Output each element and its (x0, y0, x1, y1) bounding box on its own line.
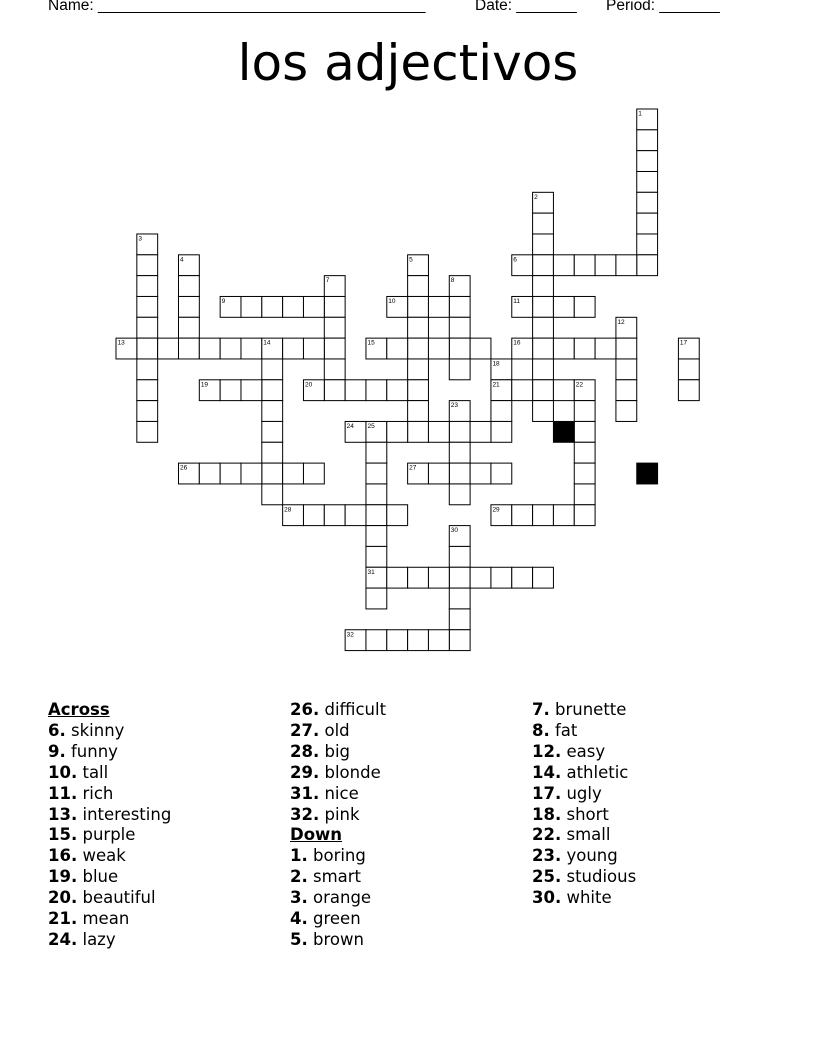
grid-cell[interactable] (553, 505, 574, 526)
grid-cell[interactable] (616, 401, 637, 422)
grid-cell[interactable] (512, 505, 533, 526)
clue-number-label: 32. (290, 804, 320, 824)
grid-cell[interactable] (449, 484, 470, 505)
grid-cell[interactable] (470, 338, 491, 359)
grid-cell[interactable] (387, 380, 408, 401)
grid-cell[interactable] (574, 484, 595, 505)
clue-text: lazy (77, 929, 116, 949)
grid-cell[interactable] (324, 338, 345, 359)
grid-cell[interactable] (637, 255, 658, 276)
grid-cell[interactable] (470, 463, 491, 484)
grid-cell[interactable] (533, 359, 554, 380)
grid-cell[interactable] (553, 380, 574, 401)
grid-cell[interactable] (283, 463, 304, 484)
clue-text: interesting (77, 804, 172, 824)
across-clue-29 (290, 763, 386, 784)
across-clue-9 (48, 742, 171, 763)
clue-number-22: 22 (575, 381, 583, 389)
grid-cell[interactable] (241, 338, 262, 359)
clue-number-label: 12. (532, 741, 562, 761)
clue-text: big (319, 741, 351, 761)
grid-cell[interactable] (387, 421, 408, 442)
grid-cell[interactable] (408, 296, 429, 317)
grid-cell[interactable] (616, 255, 637, 276)
grid-cell[interactable] (491, 401, 512, 422)
grid-cell[interactable] (303, 505, 324, 526)
clue-text: tall (77, 762, 109, 782)
clue-number-32: 32 (346, 631, 354, 639)
grid-cell[interactable] (199, 463, 220, 484)
clue-number-label: 3. (290, 888, 308, 908)
clue-text: small (561, 825, 611, 845)
clue-text: orange (307, 888, 372, 908)
clue-text: old (319, 720, 350, 740)
grid-cell[interactable] (533, 255, 554, 276)
clues-column-1 (48, 700, 171, 951)
grid-cell[interactable] (512, 567, 533, 588)
grid-cell[interactable] (262, 380, 283, 401)
grid-cell[interactable] (574, 421, 595, 442)
clue-text: skinny (65, 720, 125, 740)
grid-cell[interactable] (533, 338, 554, 359)
grid-cell[interactable] (303, 338, 324, 359)
clue-number-1: 1 (638, 110, 642, 118)
grid-cell[interactable] (678, 359, 699, 380)
grid-cell[interactable] (637, 171, 658, 192)
grid-cell[interactable] (533, 276, 554, 297)
grid-cell[interactable] (199, 338, 220, 359)
grid-cell[interactable] (574, 296, 595, 317)
clue-text: weak (77, 846, 126, 866)
grid-cell[interactable] (303, 463, 324, 484)
grid-cell[interactable] (533, 234, 554, 255)
grid-cell[interactable] (533, 296, 554, 317)
grid-cell[interactable] (262, 359, 283, 380)
clue-text: young (561, 846, 618, 866)
down-clue-17 (532, 784, 636, 805)
grid-cell[interactable] (428, 567, 449, 588)
grid-cell[interactable] (408, 317, 429, 338)
clue-number-24: 24 (346, 422, 354, 430)
grid-cell[interactable] (366, 526, 387, 547)
grid-cell[interactable] (220, 380, 241, 401)
grid-cell[interactable] (637, 234, 658, 255)
clue-number-label: 25. (532, 867, 562, 887)
clues-column-3 (532, 700, 636, 909)
grid-cell[interactable] (428, 463, 449, 484)
across-clue-6 (48, 721, 171, 742)
grid-cell[interactable] (470, 567, 491, 588)
across-clue-26 (290, 700, 386, 721)
grid-cell[interactable] (262, 296, 283, 317)
period-field[interactable]: Period: _______ (606, 0, 720, 14)
page-title: los adjectivos (237, 34, 579, 92)
clue-number-label: 6. (48, 720, 66, 740)
grid-cell[interactable] (366, 630, 387, 651)
clue-number-label: 8. (532, 720, 550, 740)
grid-cell[interactable] (428, 630, 449, 651)
grid-cell[interactable] (241, 463, 262, 484)
grid-cell[interactable] (678, 380, 699, 401)
across-clue-19 (48, 867, 171, 888)
clue-number-23: 23 (450, 402, 459, 410)
clue-number-28: 28 (284, 506, 292, 514)
grid-cell[interactable] (387, 630, 408, 651)
clue-text: pink (319, 804, 360, 824)
grid-cell[interactable] (408, 380, 429, 401)
grid-cell[interactable] (449, 359, 470, 380)
clue-text: blonde (319, 762, 381, 782)
clue-number-9: 9 (221, 297, 226, 305)
grid-cell[interactable] (324, 296, 345, 317)
clue-number-label: 13. (48, 804, 78, 824)
grid-cell[interactable] (449, 588, 470, 609)
grid-cell[interactable] (345, 380, 366, 401)
clue-number-label: 18. (532, 804, 562, 824)
down-clue-25 (532, 867, 636, 888)
down-clue-2 (290, 867, 386, 888)
grid-cell[interactable] (553, 255, 574, 276)
clue-text: short (561, 804, 609, 824)
grid-cell[interactable] (220, 463, 241, 484)
grid-cell[interactable] (637, 213, 658, 234)
clue-number-13: 13 (117, 339, 125, 347)
grid-cell[interactable] (533, 380, 554, 401)
down-clue-1 (290, 846, 386, 867)
grid-cell[interactable] (408, 421, 429, 442)
clue-text: boring (307, 846, 366, 866)
grid-cell[interactable] (491, 463, 512, 484)
across-clue-10 (48, 763, 171, 784)
black-square (637, 463, 658, 484)
clue-text: funny (65, 741, 118, 761)
clue-number-label: 23. (532, 846, 562, 866)
grid-cell[interactable] (408, 567, 429, 588)
grid-cell[interactable] (366, 442, 387, 463)
down-clue-18 (532, 805, 636, 826)
clue-text: white (561, 888, 612, 908)
grid-cell[interactable] (616, 359, 637, 380)
grid-cell[interactable] (533, 401, 554, 422)
grid-cell[interactable] (137, 359, 158, 380)
grid-cell[interactable] (366, 380, 387, 401)
grid-cell[interactable] (178, 296, 199, 317)
grid-cell[interactable] (616, 338, 637, 359)
grid-cell[interactable] (449, 630, 470, 651)
clue-text: nice (319, 783, 359, 803)
grid-cell[interactable] (345, 505, 366, 526)
across-clue-24 (48, 930, 171, 951)
clue-number-label: 16. (48, 846, 78, 866)
grid-cell[interactable] (241, 380, 262, 401)
clue-number-15: 15 (367, 339, 375, 347)
across-clue-11 (48, 784, 171, 805)
grid-cell[interactable] (595, 255, 616, 276)
clue-number-label: 11. (48, 783, 78, 803)
down-clue-3 (290, 888, 386, 909)
down-clue-22 (532, 825, 636, 846)
grid-cell[interactable] (283, 338, 304, 359)
grid-cell[interactable] (408, 401, 429, 422)
clue-text: studious (561, 867, 637, 887)
grid-cell[interactable] (553, 296, 574, 317)
grid-cell[interactable] (637, 151, 658, 172)
clue-number-25: 25 (367, 422, 375, 430)
clue-number-5: 5 (409, 256, 413, 264)
clue-text: brown (307, 929, 364, 949)
clue-number-21: 21 (492, 381, 500, 389)
grid-cell[interactable] (137, 401, 158, 422)
clue-number-label: 2. (290, 867, 308, 887)
grid-cell[interactable] (366, 546, 387, 567)
across-clue-31 (290, 784, 386, 805)
clue-number-7: 7 (325, 277, 330, 285)
grid-cell[interactable] (283, 296, 304, 317)
grid-cell[interactable] (574, 442, 595, 463)
grid-cell[interactable] (137, 296, 158, 317)
clue-number-6: 6 (513, 256, 517, 264)
clue-number-label: 5. (290, 929, 308, 949)
grid-cell[interactable] (533, 213, 554, 234)
clue-number-12: 12 (617, 318, 625, 326)
clue-number-2: 2 (534, 193, 538, 201)
grid-cell[interactable] (178, 338, 199, 359)
clue-text: mean (77, 909, 130, 929)
grid-cell[interactable] (262, 442, 283, 463)
grid-cell[interactable] (262, 463, 283, 484)
clue-number-label: 1. (290, 846, 308, 866)
grid-cell[interactable] (220, 338, 241, 359)
grid-cell[interactable] (387, 505, 408, 526)
grid-cell[interactable] (574, 505, 595, 526)
clue-number-29: 29 (492, 506, 500, 514)
grid-cell[interactable] (137, 421, 158, 442)
grid-cell[interactable] (408, 359, 429, 380)
grid-cell[interactable] (387, 338, 408, 359)
grid-cell[interactable] (324, 359, 345, 380)
grid-cell[interactable] (408, 630, 429, 651)
grid-cell[interactable] (178, 276, 199, 297)
down-clue-8 (532, 721, 636, 742)
clue-number-label: 9. (48, 741, 66, 761)
clue-number-label: 15. (48, 825, 78, 845)
clue-number-26: 26 (179, 464, 188, 472)
clue-number-27: 27 (409, 464, 417, 472)
across-heading: Across (48, 700, 110, 719)
grid-cell[interactable] (449, 296, 470, 317)
grid-cell[interactable] (616, 380, 637, 401)
clue-number-30: 30 (450, 527, 459, 535)
clue-number-20: 20 (304, 381, 313, 389)
grid-cell[interactable] (137, 276, 158, 297)
clue-number-31: 31 (367, 568, 375, 576)
down-clue-23 (532, 846, 636, 867)
name-field[interactable]: Name: ______________________________________ (48, 0, 426, 14)
grid-cell[interactable] (574, 338, 595, 359)
date-field[interactable]: Date: _______ (475, 0, 577, 14)
grid-cell[interactable] (387, 567, 408, 588)
grid-cell[interactable] (470, 421, 491, 442)
clue-number-17: 17 (679, 339, 688, 347)
clue-number-label: 27. (290, 720, 320, 740)
grid-cell[interactable] (428, 421, 449, 442)
clue-text: brunette (549, 700, 627, 719)
grid-cell[interactable] (533, 505, 554, 526)
clue-text: athletic (561, 762, 629, 782)
grid-cell[interactable] (137, 317, 158, 338)
grid-cell[interactable] (512, 380, 533, 401)
grid-cell[interactable] (366, 484, 387, 505)
grid-cell[interactable] (137, 338, 158, 359)
clue-text: green (307, 909, 361, 929)
across-clue-13 (48, 805, 171, 826)
grid-cell[interactable] (366, 463, 387, 484)
grid-cell[interactable] (428, 296, 449, 317)
across-clue-21 (48, 909, 171, 930)
grid-cell[interactable] (491, 421, 512, 442)
down-clue-7 (532, 700, 636, 721)
clue-number-16: 16 (513, 339, 521, 347)
clue-number-label: 26. (290, 700, 320, 719)
clue-text: easy (561, 741, 606, 761)
clue-number-11: 11 (513, 297, 521, 305)
grid-cell[interactable] (324, 317, 345, 338)
across-clue-32 (290, 805, 386, 826)
grid-cell[interactable] (366, 505, 387, 526)
black-square (553, 421, 574, 442)
grid-cell[interactable] (449, 442, 470, 463)
clue-text: ugly (561, 783, 602, 803)
grid-cell[interactable] (366, 588, 387, 609)
grid-cell[interactable] (595, 338, 616, 359)
clue-number-18: 18 (492, 360, 500, 368)
grid-cell[interactable] (574, 255, 595, 276)
clue-number-label: 28. (290, 741, 320, 761)
grid-cell[interactable] (449, 546, 470, 567)
grid-cell[interactable] (449, 317, 470, 338)
clue-text: blue (77, 867, 119, 887)
clue-text: fat (549, 720, 578, 740)
grid-cell[interactable] (574, 401, 595, 422)
down-clue-12 (532, 742, 636, 763)
clue-number-label: 21. (48, 909, 78, 929)
clue-number-label: 29. (290, 762, 320, 782)
clue-text: difficult (319, 700, 387, 719)
clue-number-19: 19 (200, 381, 209, 389)
clue-number-4: 4 (179, 256, 184, 264)
down-heading: Down (290, 825, 343, 845)
down-clue-14 (532, 763, 636, 784)
across-clue-16 (48, 846, 171, 867)
grid-cell[interactable] (533, 567, 554, 588)
grid-cell[interactable] (449, 421, 470, 442)
grid-cell[interactable] (428, 338, 449, 359)
clue-number-8: 8 (450, 277, 455, 285)
clue-number-label: 19. (48, 867, 78, 887)
grid-cell[interactable] (303, 296, 324, 317)
clue-number-label: 14. (532, 762, 562, 782)
clue-text: smart (307, 867, 362, 887)
clue-text: rich (77, 783, 114, 803)
grid-cell[interactable] (262, 401, 283, 422)
grid-cell[interactable] (449, 567, 470, 588)
clue-number-label: 22. (532, 825, 562, 845)
grid-cell[interactable] (449, 463, 470, 484)
clue-text: beautiful (77, 888, 156, 908)
clue-number-label: 24. (48, 929, 78, 949)
across-clue-27 (290, 721, 386, 742)
across-clue-15 (48, 825, 171, 846)
down-clue-5 (290, 930, 386, 951)
grid-cell[interactable] (262, 484, 283, 505)
grid-cell[interactable] (533, 317, 554, 338)
clue-number-14: 14 (263, 339, 271, 347)
grid-cell[interactable] (324, 380, 345, 401)
clue-number-label: 31. (290, 783, 320, 803)
grid-cell[interactable] (408, 276, 429, 297)
clues-column-2 (290, 700, 386, 951)
clue-number-label: 17. (532, 783, 562, 803)
grid-cell[interactable] (574, 463, 595, 484)
grid-cell[interactable] (137, 380, 158, 401)
clue-text: purple (77, 825, 136, 845)
across-clue-28 (290, 742, 386, 763)
grid-cell[interactable] (553, 338, 574, 359)
grid-cell[interactable] (491, 567, 512, 588)
clue-number-label: 30. (532, 888, 562, 908)
grid-cell[interactable] (449, 338, 470, 359)
clue-number-label: 10. (48, 762, 78, 782)
grid-cell[interactable] (449, 609, 470, 630)
clue-number-label: 7. (532, 700, 550, 719)
clue-number-10: 10 (388, 297, 396, 305)
grid-cell[interactable] (241, 296, 262, 317)
clue-number-label: 20. (48, 888, 78, 908)
grid-cell[interactable] (637, 192, 658, 213)
clue-number-3: 3 (138, 235, 142, 243)
down-clue-4 (290, 909, 386, 930)
grid-cell[interactable] (137, 255, 158, 276)
grid-cell[interactable] (262, 421, 283, 442)
across-clue-20 (48, 888, 171, 909)
grid-cell[interactable] (408, 338, 429, 359)
clue-number-label: 4. (290, 909, 308, 929)
grid-cell[interactable] (178, 317, 199, 338)
grid-cell[interactable] (158, 338, 179, 359)
grid-cell[interactable] (637, 130, 658, 151)
down-clue-30 (532, 888, 636, 909)
grid-cell[interactable] (324, 505, 345, 526)
